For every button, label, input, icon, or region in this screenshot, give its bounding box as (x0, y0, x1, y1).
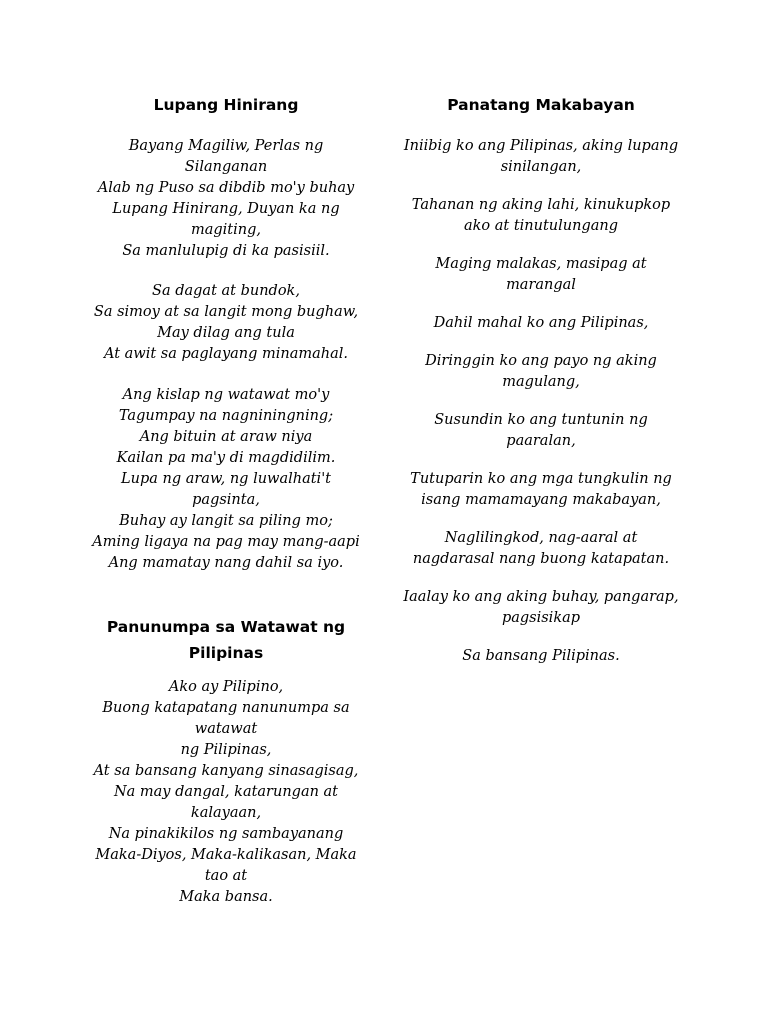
panunumpa-title-line-2: Pilipinas (188, 644, 264, 662)
verse-line: Lupang Hinirang, Duyan ka ng (112, 201, 340, 217)
verse-line: Ako ay Pilipino, (168, 679, 284, 695)
verse-stanza (400, 410, 682, 452)
verse-line: kalayaan, (190, 805, 262, 821)
verse-stanza (400, 469, 682, 511)
verse-line: Sa bansang Pilipinas. (462, 648, 620, 664)
verse-line: Ang kislap ng watawat mo'y (122, 387, 330, 403)
verse-line: Aming ligaya na pag may mang-aapi (92, 534, 360, 550)
verse-line: Na pinakikilos ng sambayanang (108, 826, 344, 842)
verse-line: Buhay ay langit sa piling mo; (119, 513, 333, 529)
verse-line: watawat (194, 721, 258, 737)
verse-line: Naglilingkod, nag-aaral at (444, 530, 638, 546)
verse-line: Maka bansa. (179, 889, 273, 905)
panatang-makabayan-body (400, 136, 682, 684)
verse-line: paaralan, (506, 433, 576, 449)
verse-line: Diringgin ko ang payo ng aking (425, 353, 657, 369)
verse-stanza (400, 254, 682, 296)
panatang-makabayan-title: Panatang Makabayan (447, 96, 635, 114)
verse-line: Tutuparin ko ang mga tungkulin ng (410, 471, 672, 487)
verse-line: ng Pilipinas, (180, 742, 272, 758)
verse-line: At awit sa paglayang minamahal. (103, 346, 349, 362)
lupang-hinirang-stanza-2 (88, 281, 364, 365)
verse-line: magiting, (190, 222, 261, 238)
verse-line: tao at (204, 868, 248, 884)
verse-line: Susundin ko ang tuntunin ng (434, 412, 648, 428)
panunumpa-section (88, 614, 364, 666)
verse-line: Dahil mahal ko ang Pilipinas, (433, 315, 649, 331)
verse-stanza (400, 587, 682, 629)
verse-line: May dilag ang tula (157, 325, 295, 341)
verse-stanza (400, 136, 682, 178)
verse-line: Iniibig ko ang Pilipinas, aking lupang (403, 138, 679, 154)
verse-line: isang mamamayang makabayan, (421, 492, 661, 508)
verse-line: marangal (506, 277, 576, 293)
verse-line: Na may dangal, katarungan at (113, 784, 339, 800)
verse-line: Buong katapatang nanunumpa sa (102, 700, 350, 716)
verse-line: Sa dagat at bundok, (152, 283, 300, 299)
panunumpa-body (88, 677, 364, 908)
verse-line: At sa bansang kanyang sinasagisag, (93, 763, 359, 779)
verse-line: Maging malakas, masipag at (435, 256, 647, 272)
lupang-hinirang-stanza-3 (88, 385, 364, 574)
verse-stanza (400, 313, 682, 334)
verse-line: pagsisikap (501, 610, 581, 626)
panunumpa-title-line-1: Panunumpa sa Watawat ng (106, 618, 346, 636)
verse-line: Tagumpay na nagniningning; (118, 408, 334, 424)
verse-line: Ang mamatay nang dahil sa iyo. (108, 555, 344, 571)
verse-stanza (400, 195, 682, 237)
verse-line: sinilangan, (500, 159, 582, 175)
lupang-hinirang-title: Lupang Hinirang (153, 96, 299, 114)
verse-line: nagdarasal nang buong katapatan. (412, 551, 670, 567)
verse-stanza (400, 646, 682, 667)
verse-line: Kailan pa ma'y di magdidilim. (116, 450, 336, 466)
verse-line: Alab ng Puso sa dibdib mo'y buhay (97, 180, 355, 196)
verse-line: Tahanan ng aking lahi, kinukupkop (411, 197, 671, 213)
verse-line: Silanganan (184, 159, 268, 175)
verse-stanza (400, 351, 682, 393)
verse-line: Iaalay ko ang aking buhay, pangarap, (403, 589, 679, 605)
lupang-hinirang-stanza-1 (88, 136, 364, 262)
verse-stanza (400, 528, 682, 570)
verse-line: Sa simoy at sa langit mong bughaw, (93, 304, 359, 320)
verse-line: pagsinta, (192, 492, 260, 508)
lupang-hinirang-section (88, 92, 364, 118)
panunumpa-title (88, 614, 364, 666)
verse-line: Maka-Diyos, Maka-kalikasan, Maka (95, 847, 357, 863)
verse-line: Ang bituin at araw niya (139, 429, 313, 445)
verse-line: Sa manlulupig di ka pasisiil. (122, 243, 330, 259)
verse-line: Lupa ng araw, ng luwalhati't (120, 471, 332, 487)
panatang-makabayan-section (400, 92, 682, 118)
verse-line: magulang, (502, 374, 580, 390)
verse-line: Bayang Magiliw, Perlas ng (128, 138, 324, 154)
verse-line: ako at tinutulungang (463, 218, 619, 234)
